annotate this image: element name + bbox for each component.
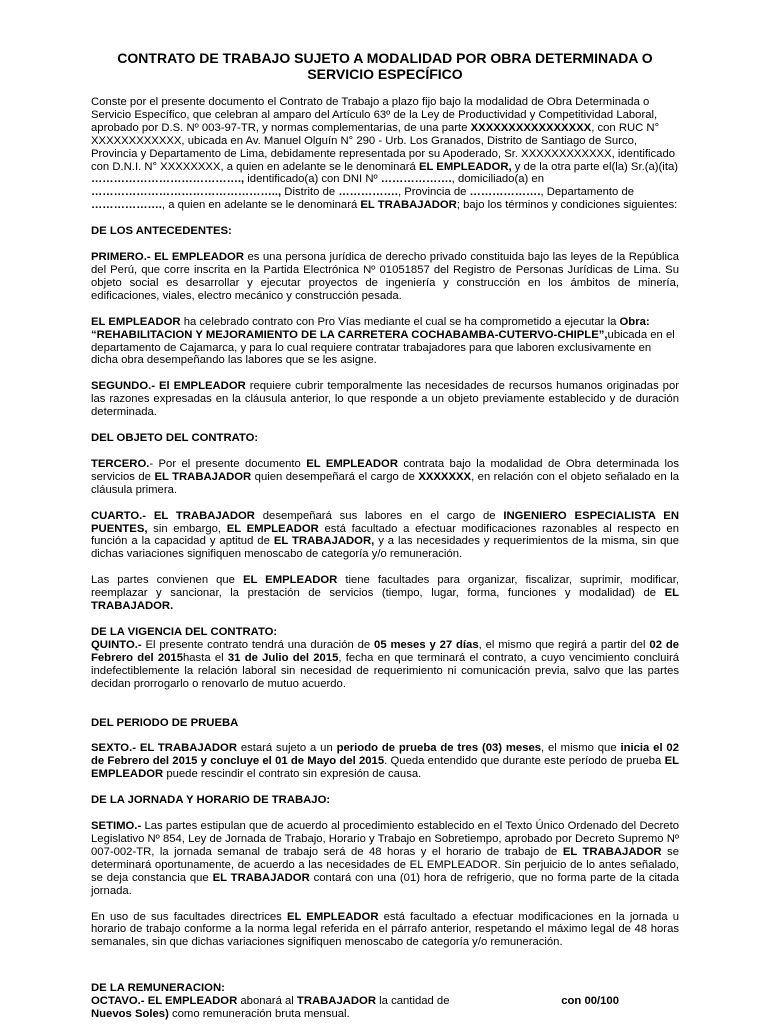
- text-run: está facultado a efectuar modificaciones razonables al respecto en función a la capacidad y aptitud de: [91, 522, 679, 548]
- text-run: contará con una (01) hora de refrigerio, que no forma parte de la citada jornada.: [91, 871, 679, 897]
- bold-run: SEGUNDO.- El EMPLEADOR: [91, 380, 246, 393]
- bold-run: SETIMO.-: [91, 820, 142, 833]
- clause-tercero: [91, 458, 679, 497]
- document-title: [91, 50, 679, 82]
- bold-run: 02 de Febrero del 2015: [91, 638, 680, 664]
- text-run: Distrito de: [281, 186, 339, 199]
- text-run: identificado(a) con DNI Nº: [244, 173, 381, 186]
- clause-primero: [91, 251, 679, 303]
- heading-objeto: DEL OBJETO DEL CONTRATO:: [91, 432, 259, 445]
- heading-jornada: DE LA JORNADA Y HORARIO DE TRABAJO:: [91, 794, 331, 807]
- text-run: sin embargo,: [147, 522, 227, 535]
- bold-run: 05 meses y 27 días: [374, 638, 479, 651]
- clause-octavo-line-1: [91, 995, 679, 1008]
- bold-run: inicia el 02 de Febrero del 2015 y concluye el 01 de Mayo del 2015: [91, 742, 679, 768]
- text-run: - Por el presente documento: [149, 457, 307, 470]
- text-run: , Departamento de: [540, 186, 635, 199]
- bold-run: EL EMPLEADOR,: [418, 160, 512, 173]
- clause-octavo-left: [91, 995, 450, 1008]
- text-run: Conste por el presente documento el Contrato de Trabajo a plazo fijo bajo la modalidad de Obra Determinada o Servicio Específico, que celebran al amparo del Artículo 63º de la Ley de Productividad y Competitividad Laboral, aprobado por D.S. Nº 003-97-TR, y normas complementarias, de una parte: [91, 96, 658, 134]
- text-run: es una persona jurídica de derecho privado constituida bajo las leyes de la República del Perú, que corre inscrita en la Partida Electrónica Nº 01051857 del Registro de Personas Jurídicas de Lima. Su objeto social es desarrollar y ejecutar proyectos de ingeniería y construcción en los ámbitos de minería, edificaciones, viales, electro mecánico y construcción pesada.: [91, 251, 679, 302]
- text-run: , fecha en que terminará el contrato, a cuyo vencimiento concluirá indefectiblemente la relación laboral sin necesidad de requerimiento ni comunicación previa, salvo que las partes decidan prorrogarlo o renovarlo de mutuo acuerdo.: [91, 651, 679, 690]
- heading-vigencia: DE LA VIGENCIA DEL CONTRATO:: [91, 626, 278, 638]
- bold-run: PRIMERO.- EL EMPLEADOR: [91, 251, 244, 264]
- bold-run: ………………………………….,: [91, 173, 245, 186]
- bold-run: OCTAVO.- EL EMPLEADOR: [91, 995, 238, 1008]
- clause-octavo-line-2: [91, 1008, 679, 1021]
- text-run: , el mismo que: [541, 742, 621, 755]
- bold-run: EL EMPLEADOR: [226, 522, 319, 535]
- bold-run: Obra: “REHABILITACION Y MEJORAMIENTO DE LA CARRETERA COCHABAMBA-CUTERVO-CHIPLE”,: [91, 315, 650, 341]
- clause-quinto: [91, 639, 679, 691]
- bold-run: periodo de prueba de tres (03) meses: [336, 742, 542, 755]
- text-run: desempeñará sus labores en el cargo de: [254, 509, 504, 522]
- paragraph-directrices: [91, 911, 679, 950]
- bold-run: TRABAJADOR: [296, 995, 377, 1008]
- text-run: En uso de sus facultades directrices: [91, 910, 287, 923]
- bold-run: XXXXXXX: [418, 470, 472, 483]
- bold-run: ……………….: [469, 186, 541, 199]
- text-run: y a las necesidades y requerimientos de la misma, sin que dichas variaciones signifiquen menoscabo de categoría y/o remuneración.: [91, 535, 679, 561]
- clause-octavo-right: con 00/100: [561, 995, 619, 1008]
- clause-cuarto: [91, 510, 679, 562]
- text-run: la cantidad de: [376, 995, 450, 1008]
- bold-run: XXXXXXXXXXXXXXXX: [470, 121, 592, 134]
- bold-run: EL EMPLEADOR: [91, 315, 181, 328]
- bold-run: EL EMPLEADOR: [286, 910, 379, 923]
- text-run: , en relación con el objeto señalado en la cláusula primera.: [91, 470, 679, 496]
- bold-run: …………….: [338, 186, 398, 199]
- text-run: hasta el: [182, 651, 228, 664]
- text-run: El presente contrato tendrá una duración de: [141, 638, 375, 651]
- text-run: , con RUC N° XXXXXXXXXXXX, ubicada en Av. Manuel Olguín N° 290 - Urb. Los Granados, Distrito de Santiago de Surco, Provincia y Departamento de Lima, debidamente representada por su Apoderado, Sr. XXXXXXXXXXXX, identificado con D.N.I. N° XXXXXXXX, a quien en adelante se le denominará: [91, 121, 676, 173]
- heading-antecedentes: DE LOS ANTECEDENTES:: [91, 225, 232, 238]
- bold-run: …………………………………………..,: [91, 186, 282, 199]
- text-run: , el mismo que regirá a partir del: [478, 638, 650, 651]
- bold-run: EL TRABAJADOR: [154, 470, 252, 483]
- text-run: y de la otra parte el(la) Sr.(a)(ita): [511, 160, 679, 173]
- text-run: requiere cubrir temporalmente las necesidades de recursos humanos originadas por las razones expresadas en la cláusula anterior, lo que responde a un objeto previamente establecido y de duración determinada.: [91, 380, 679, 419]
- bold-run: EL TRABAJADOR: [360, 199, 457, 212]
- bold-run: EL EMPLEADOR: [242, 574, 338, 587]
- text-run: está facultado a efectuar modificaciones en la jornada u horario de trabajo conforme a la norma legal referida en el párrafo anterior, respetando el máximo legal de 48 horas semanales, sin que dichas variaciones signifiquen menoscabo de categoría y/o remuneración.: [91, 910, 679, 949]
- title-line-2: SERVICIO ESPECÍFICO: [307, 66, 463, 82]
- text-run: quien desempeñará el cargo de: [251, 470, 419, 483]
- text-run: estará sujeto a un: [236, 742, 337, 755]
- text-run: como remuneración bruta mensual.: [168, 1008, 350, 1021]
- bold-run: SEXTO.- EL TRABAJADOR: [91, 742, 237, 755]
- text-run: ha celebrado contrato con Pro Vías mediante el cual se ha comprometido a ejecutar la: [180, 315, 620, 328]
- text-run: contrata bajo la modalidad de Obra determinada los servicios de: [91, 457, 679, 483]
- text-run: tiene facultades para organizar, fiscalizar, suprimir, modificar, reemplazar y sancionar, la prestación de servicios (tiempo, lugar, forma, funciones y modalidad) de: [91, 574, 679, 600]
- clause-segundo: [91, 380, 679, 419]
- text-run: Las partes estipulan que de acuerdo al procedimiento establecido en el Texto Único Ordenado del Decreto Legislativo Nº 854, Ley de Jornada de Trabajo, Horario y Trabajo en Sobretiempo, aprobado por Decreto Supremo Nº 007-002-TR, la jornada semanal de trabajo será de 48 horas y el horario de trabajo de: [91, 820, 679, 858]
- text-run: , Provincia de: [397, 186, 470, 199]
- text-run: , a quien en adelante se le denominará: [161, 199, 361, 212]
- intro-paragraph: [91, 96, 679, 212]
- bold-run: EL TRABAJADOR.: [91, 587, 679, 613]
- heading-prueba: DEL PERIODO DE PRUEBA: [91, 716, 239, 729]
- text-run: ; bajo los términos y condiciones siguientes:: [456, 199, 678, 212]
- text-run: puede rescindir el contrato sin expresión de causa.: [163, 768, 422, 781]
- bold-run: CUARTO.- EL TRABAJADOR: [91, 509, 255, 522]
- bold-run: QUINTO.-: [91, 638, 142, 651]
- bold-run: ……………….: [91, 199, 162, 212]
- clause-sexto: [91, 742, 679, 781]
- text-run: Las partes convienen que: [91, 574, 243, 587]
- bold-run: ……………….: [380, 173, 452, 186]
- bold-run: Nuevos Soles): [91, 1008, 169, 1021]
- text-run: se determinará oportunamente, de acuerdo a las necesidades de EL EMPLEADOR. Sin perjuicio de lo antes señalado, se deja constancia que: [91, 845, 679, 884]
- paragraph-facultades: [91, 574, 679, 613]
- bold-run: EL TRABAJADOR: [212, 871, 310, 884]
- bold-run: EL EMPLEADOR: [306, 457, 398, 470]
- bold-run: TERCERO.: [91, 457, 150, 470]
- heading-remuneracion: DE LA REMUNERACION:: [91, 982, 225, 995]
- bold-run: EL TRABAJADOR,: [273, 535, 375, 548]
- bold-run: EL EMPLEADOR: [91, 755, 679, 781]
- text-run: abonará al: [237, 995, 297, 1008]
- title-line-1: CONTRATO DE TRABAJO SUJETO A MODALIDAD POR OBRA DETERMINADA O: [117, 50, 653, 66]
- clause-setimo: [91, 820, 679, 897]
- text-run: , domiciliado(a) en: [451, 173, 544, 186]
- bold-run: 31 de Julio del 2015: [227, 651, 339, 664]
- bold-run: INGENIERO ESPECIALISTA EN PUENTES,: [91, 509, 680, 535]
- text-run: . Queda entendido que durante este período de prueba: [384, 755, 665, 768]
- paragraph-obra: [91, 316, 679, 368]
- text-run: ubicada en el departamento de Cajamarca, y para lo cual requiere contratar trabajadores para que laboren exclusivamente en dicha obra desempeñando las labores que se les asigne.: [91, 328, 675, 367]
- bold-run: EL TRABAJADOR: [562, 845, 662, 858]
